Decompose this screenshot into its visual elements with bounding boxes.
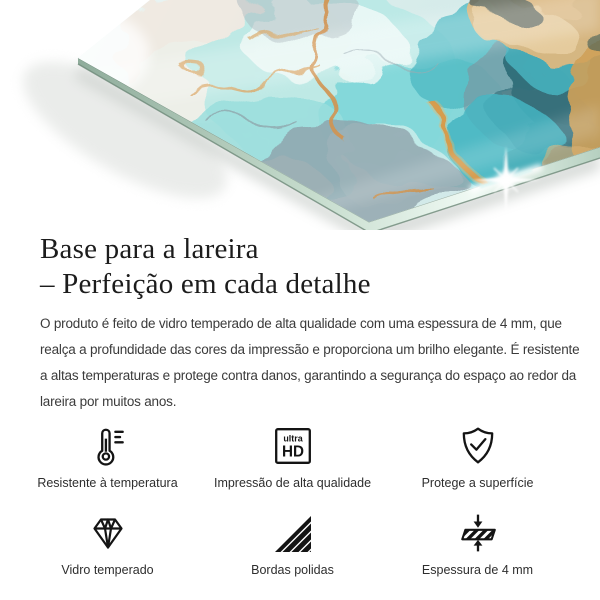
- title-line1: Base para a lareira: [40, 233, 259, 265]
- feature-label: Vidro temperado: [61, 563, 154, 577]
- page-title: [40, 232, 570, 302]
- feature-surface-protection: [385, 421, 570, 490]
- feature-grid: [15, 421, 570, 577]
- feature-polished-edges: [200, 508, 385, 577]
- feature-tempered-glass: [15, 508, 200, 577]
- feature-thickness: [385, 508, 570, 577]
- diamond-icon: [88, 514, 128, 554]
- product-details: [0, 232, 600, 577]
- thermometer-icon: [87, 425, 129, 467]
- glass-panel-photo: [0, 0, 600, 230]
- feature-label: Impressão de alta qualidade: [213, 476, 372, 490]
- feature-temperature: [15, 421, 200, 490]
- svg-text:HD: HD: [281, 443, 304, 461]
- ultra-hd-icon: [272, 425, 314, 467]
- product-image: [0, 0, 600, 230]
- polished-edges-icon: [273, 514, 313, 554]
- shield-check-icon: [457, 425, 499, 467]
- feature-label: Resistente à temperatura: [37, 476, 178, 490]
- feature-label: Protege a superfície: [421, 476, 534, 490]
- title-line2: – Perfeição em cada detalhe: [40, 268, 371, 300]
- feature-label: Espessura de 4 mm: [421, 563, 534, 577]
- feature-print-quality: [200, 421, 385, 490]
- product-description: O produto é feito de vidro temperado de alta qualidade com uma espessura de 4 mm, que realça a profundidade das cores da impressão e proporciona um brilho elegante. É resistente a altas temperaturas e protege contra danos, garantindo a segurança do espaço ao redor da lareira por muitos anos.: [40, 316, 580, 409]
- svg-text:ultra: ultra: [282, 433, 303, 444]
- feature-label: Bordas polidas: [251, 563, 334, 577]
- thickness-icon: [457, 512, 499, 554]
